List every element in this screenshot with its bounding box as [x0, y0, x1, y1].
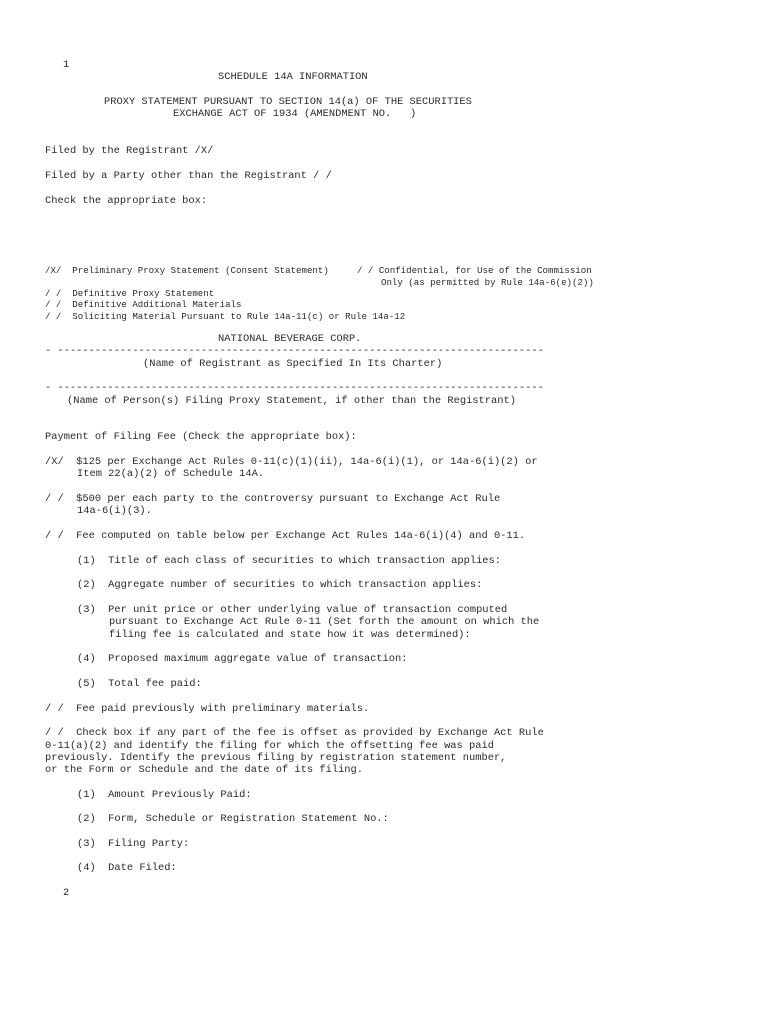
offset-item-1: (1) Amount Previously Paid: — [77, 789, 252, 801]
offset-item-3: (3) Filing Party: — [77, 838, 190, 850]
fee-item-3-line1: (3) Per unit price or other underlying value of transaction computed — [77, 604, 508, 616]
fee-option-500-line2: 14a-6(i)(3). — [77, 505, 152, 517]
registrant-rule-line: - ------------------------------------------------------------------------------ — [45, 345, 544, 357]
payment-heading: Payment of Filing Fee (Check the appropriate box): — [45, 431, 357, 443]
filer-rule-line: - ------------------------------------------------------------------------------ — [45, 382, 544, 394]
offset-item-2: (2) Form, Schedule or Registration Statement No.: — [77, 813, 389, 825]
fee-item-3-line3: filing fee is calculated and state how it was determined): — [109, 629, 471, 641]
definitive-proxy-option: / / Definitive Proxy Statement — [45, 288, 215, 299]
fee-item-3-line2: pursuant to Exchange Act Rule 0-11 (Set forth the amount on which the — [109, 616, 540, 628]
offset-item-4: (4) Date Filed: — [77, 862, 177, 874]
filed-by-other-party: Filed by a Party other than the Registrant / / — [45, 170, 332, 182]
confidential-option-line2: Only (as permitted by Rule 14a-6(e)(2)) — [381, 277, 594, 288]
fee-item-2: (2) Aggregate number of securities to which transaction applies: — [77, 579, 483, 591]
registrant-name: NATIONAL BEVERAGE CORP. — [218, 333, 362, 345]
statement-title-line1: PROXY STATEMENT PURSUANT TO SECTION 14(a) OF THE SECURITIES — [104, 96, 472, 108]
definitive-additional-option: / / Definitive Additional Materials — [45, 299, 242, 310]
soliciting-material-option: / / Soliciting Material Pursuant to Rule 14a-11(c) or Rule 14a-12 — [45, 311, 406, 322]
filed-by-registrant: Filed by the Registrant /X/ — [45, 145, 214, 157]
fee-computed-option: / / Fee computed on table below per Exchange Act Rules 14a-6(i)(4) and 0-11. — [45, 530, 526, 542]
fee-option-500-line1: / / $500 per each party to the controversy pursuant to Exchange Act Rule — [45, 493, 501, 505]
offset-option-line4: or the Form or Schedule and the date of its filing. — [45, 764, 364, 776]
offset-option-line1: / / Check box if any part of the fee is offset as provided by Exchange Act Rule — [45, 727, 544, 739]
fee-item-1: (1) Title of each class of securities to which transaction applies: — [77, 555, 502, 567]
preliminary-proxy-option: /X/ Preliminary Proxy Statement (Consent Statement) — [45, 265, 329, 276]
page-number-top: 1 — [63, 59, 70, 71]
check-box-prompt: Check the appropriate box: — [45, 195, 208, 207]
page-number-bottom: 2 — [63, 887, 70, 899]
schedule-title: SCHEDULE 14A INFORMATION — [218, 71, 368, 83]
offset-option-line3: previously. Identify the previous filing by registration statement number, — [45, 752, 507, 764]
fee-item-5: (5) Total fee paid: — [77, 678, 202, 690]
offset-option-line2: 0-11(a)(2) and identify the filing for which the offsetting fee was paid — [45, 740, 494, 752]
fee-paid-previously-option: / / Fee paid previously with preliminary materials. — [45, 703, 370, 715]
filer-name-caption: (Name of Person(s) Filing Proxy Statement, if other than the Registrant) — [67, 395, 516, 407]
statement-title-line2: EXCHANGE ACT OF 1934 (AMENDMENT NO. ) — [173, 108, 417, 120]
registrant-name-caption: (Name of Registrant as Specified In Its Charter) — [143, 358, 443, 370]
confidential-option-line1: / / Confidential, for Use of the Commission — [357, 265, 592, 276]
fee-item-4: (4) Proposed maximum aggregate value of transaction: — [77, 653, 408, 665]
fee-option-125-line1: /X/ $125 per Exchange Act Rules 0-11(c)(1)(ii), 14a-6(i)(1), or 14a-6(i)(2) or — [45, 456, 538, 468]
fee-option-125-line2: Item 22(a)(2) of Schedule 14A. — [77, 468, 265, 480]
